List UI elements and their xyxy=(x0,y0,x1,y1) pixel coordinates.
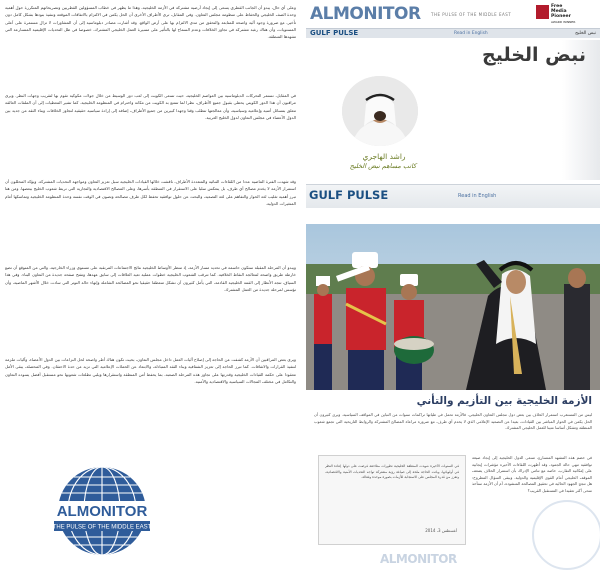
section-label[interactable]: GULF PULSE xyxy=(310,29,359,37)
watermark-brand-text: ALMONITOR xyxy=(56,503,148,520)
almonitor-watermark-logo xyxy=(46,455,158,565)
article-paragraph: وعلى أي حال، يبدو أن الجانب القطري يسعى إلى إيجاد أرضية مشتركة في الأزمة الخليجية، وهذا ما يظهر في خطاب المسؤولين القطريين وتصريحاتهم المتكررة حول أهمية وحدة الصف الخليجي والحفاظ على منظومة مجلس التعاون. وفي المقابل، ترى الأطراف الأخرى أن الحل يكمن في الالتزام بالاتفاقات الموقعة وتنفيذ بنودها بشكل كامل دون تأخير، مع ضرورة وجود آلية واضحة للمتابعة والتحقق من مدى الالتزام بها على أرض الواقع. وقد أشارت مصادر دبلوماسية إلى أن المشاورات لا تزال مستمرة على أعلى المستويات، وأن هناك رغبة مشتركة في تجاوز الخلافات وعدم السماح لها بالتأثير على مسيرة العمل الخليجي المشترك، خصوصا في ظل التحديات الإقليمية المتسارعة التي تشهدها المنطقة. xyxy=(5,5,296,40)
column-title: نبض الخليج xyxy=(482,44,586,66)
article-paragraph: ويرى بعض المراقبين أن الأزمة كشفت عن الحاجة إلى إصلاح آليات العمل داخل مجلس التعاون، بحيث تكون هناك أطر واضحة لحل النزاعات بين الدول الأعضاء، وآليات ملزمة لتنفيذ القرارات والاتفاقات. كما تبرز الحاجة إلى تعزيز الشفافية وبناء الثقة المتبادلة، والابتعاد عن الحملات الإعلامية التي تزيد من حدة الاحتقان. وفي المحصلة، يبقى الأمل معقودا على حكمة القيادات الخليجية وقدرتها على تجاوز هذه المرحلة الصعبة، بما يحفظ أمن المنطقة واستقرارها ويلبي تطلعات شعوبها نحو مستقبل أفضل يسوده التعاون والتكامل في مختلف المجالات السياسية والاقتصادية والأمنية. xyxy=(5,357,296,384)
section-bar-top xyxy=(306,28,600,38)
free-media-pioneer-badge xyxy=(536,2,592,24)
article-side-paragraph: في خضم هذه المشهد المتسارع، تسعى الدول الخليجية إلى إيجاد صيغة توافقية تنهي حالة الجمود، وقد أظهرت اللقاءات الأخيرة مؤشرات إيجابية على إمكانية التقارب، خاصة مع تنامي الإدراك بأن استمرار الخلاف يضعف الموقف الخليجي أمام القوى الإقليمية والدولية. ويبقى السؤال المطروح: هل تنجح الجهود الحالية في تحقيق المصالحة المنشودة، أم أن الأزمة ستأخذ منحى أكثر تعقيدا في المستقبل القريب؟ xyxy=(472,455,592,493)
award-line: AWARD WINNER xyxy=(551,19,576,24)
article-paragraph: وقد شهدت الفترة الماضية عددا من اللقاءات الثنائية والمتعددة الأطراف، ناقشت خلالها القيادات الخليجية سبل تعزيز التعاون ومواجهة التحديات المشتركة. ويؤكد المحللون أن استمرار الأزمة لا يخدم مصالح أي طرف، بل ينعكس سلبا على الاستقرار في المنطقة بأسرها، وعلى المصالح الاقتصادية والتجارية التي تربط شعوب الخليج ببعضها. ومن هنا تبرز أهمية تغليب لغة الحوار والتفاهم على لغة التصعيد، والبحث عن حلول توافقية تحفظ لكل طرف مصالحه وتصون في الوقت نفسه وحدة المنظومة الخليجية وتماسكها أمام المتغيرات الدولية. xyxy=(5,179,296,206)
faint-globe-icon xyxy=(532,500,600,570)
inset-paragraph: في السنوات الأخيرة شهدت المنطقة الخليجية تطورات متلاحقة فرضت على دولها إعادة النظر في أولوياتها، وباتت الحاجة ملحة إلى صياغة رؤية مشتركة تواجه التحديات الأمنية والاقتصادية، وتعزز من قدرة المجلس على الاستجابة للأزمات بصورة موحدة وفعالة. xyxy=(325,464,459,480)
author-name: راشد الهاجري xyxy=(362,152,406,161)
brand-tagline: THE PULSE OF THE MIDDLE EAST xyxy=(431,12,512,17)
read-in-english-link[interactable]: Read in English xyxy=(458,193,497,199)
newspaper-page xyxy=(306,0,600,573)
section-arabic-label: نبض الخليج xyxy=(575,31,596,36)
award-square-icon xyxy=(536,5,549,19)
award-line: Pioneer xyxy=(551,14,571,20)
author-role: كاتب مساهم نبض الخليج xyxy=(349,162,417,170)
section-bar-main xyxy=(306,184,600,208)
author-photo xyxy=(342,76,418,146)
article-photo xyxy=(306,224,600,390)
article-headline: الأزمة الخليجية بين التأزيم والتأني xyxy=(416,395,592,407)
article-intro: ليس من المستغرب استمرار الخلاف بين بعض دول مجلس التعاون الخليجي، فالأزمة تحمل في طياتها تراكمات سنوات من التباين في المواقف السياسية. ويرى كثيرون أن الحل يكمن في الحوار المباشر بين القيادات، بعيدا عن التصعيد الإعلامي الذي لا يخدم أي طرف، مع ضرورة مراعاة المصالح المشتركة والروابط التاريخية التي تجمع شعوب المنطقة وتشكل أساسا متينا للعمل الخليجي المشترك. xyxy=(314,412,592,431)
inset-date: أغسطس 3، 2014 xyxy=(425,528,457,533)
award-line: Media xyxy=(551,9,567,15)
faint-brand-logo: ALMONITOR xyxy=(380,552,457,566)
award-line: Free xyxy=(551,4,563,9)
article-paragraph: في المقابل، تستمر التحركات الدبلوماسية بين العواصم الخليجية، حيث تسعى الكويت إلى لعب دور الوسيط من خلال جولات مكوكية تقوم بها لتقريب وجهات النظر. ويرى مراقبون أن هذا الدور الكويتي يحظى بقبول جميع الأطراف، نظرا لما تتمتع به الكويت من مكانة واحترام في المنظومة الخليجية. كما تشير المعطيات إلى أن الملفات العالقة تتعلق بمسائل أمنية وإعلامية وسياسية، وأن معالجتها تتطلب وقتا وجهدا كبيرين من جميع الأطراف، إضافة إلى إرادة سياسية حقيقية لتجاوز الخلافات وبناء الثقة من جديد بين الدول الأعضاء في مجلس التعاون لدول الخليج العربية. xyxy=(5,93,296,120)
article-paragraph: ويبدو أن المرحلة المقبلة ستكون حاسمة في تحديد مسار الأزمة، إذ تنتظر الأوساط الخليجية نتائج الاجتماعات المرتقبة على مستوى وزراء الخارجية، والتي من المتوقع أن تضع خارطة طريق واضحة لمعالجة النقاط الخلافية. كما تترقب الشعوب الخليجية خطوات عملية تعيد العلاقات إلى سابق عهدها، وتفتح صفحة جديدة من التعاون البناء. وفي هذا السياق، تتجه الأنظار إلى القمة الخليجية القادمة، التي يأمل كثيرون أن تشكل منعطفا حقيقيا نحو المصالحة الشاملة وإنهاء حالة التوتر التي سادت خلال الأشهر الماضية، وأن تؤسس لمرحلة جديدة من العمل المشترك. xyxy=(5,265,296,292)
brand-logo[interactable]: ALMONITOR xyxy=(310,4,421,24)
section-label[interactable]: GULF PULSE xyxy=(309,188,389,202)
read-in-english-link[interactable]: Read in English xyxy=(454,31,488,36)
watermark-tagline-text: THE PULSE OF THE MIDDLE EAST xyxy=(52,524,152,531)
masthead xyxy=(306,0,600,28)
inset-clipping xyxy=(318,455,466,545)
